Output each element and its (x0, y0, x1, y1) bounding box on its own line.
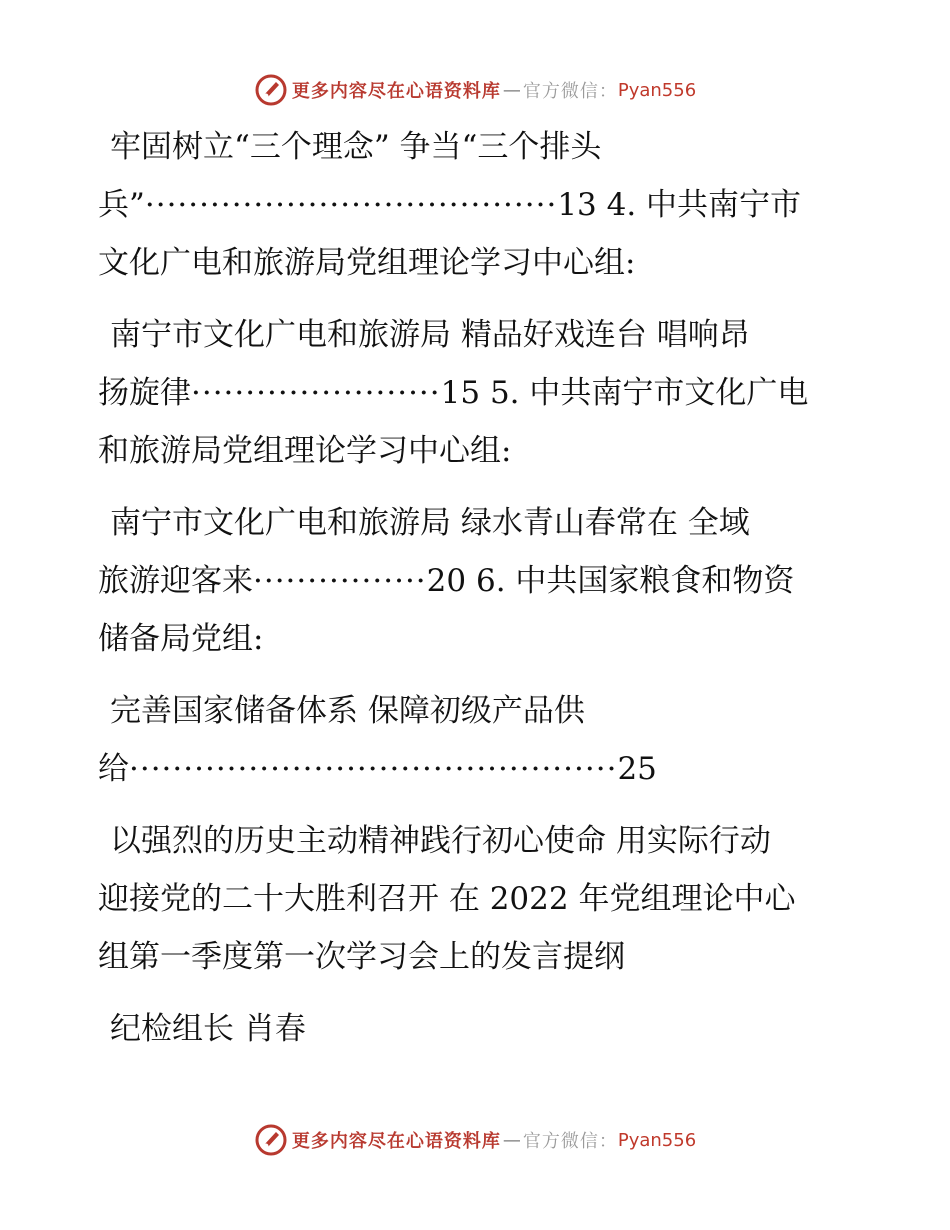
header-banner (0, 70, 950, 110)
toc-leader-dots: ······································ (144, 187, 558, 223)
document-body (98, 118, 858, 1058)
toc-entry-line (98, 552, 858, 610)
toc-entry-text: 25 (617, 751, 657, 787)
toc-entry-text: 兵” (98, 187, 145, 223)
toc-entry-text: 旅游迎客来 (98, 563, 253, 599)
toc-leader-dots: ················ (253, 563, 427, 599)
footer-banner (0, 1120, 950, 1160)
banner-title: 更多内容尽在心语资料库 (291, 1131, 501, 1152)
toc-entry-line (98, 176, 858, 234)
toc-entry-text: 13 4. 中共南宁市 (557, 187, 802, 223)
toc-entry-text: 给 (98, 751, 129, 787)
banner-separator: — (502, 79, 521, 101)
section-title: 以强烈的历史主动精神践行初心使命 用实际行动 (110, 823, 771, 859)
toc-entry-text: 15 5. 中共南宁市文化广电 (440, 375, 809, 411)
toc-entry-text: 完善国家储备体系 保障初级产品供 (110, 693, 585, 729)
banner-title: 更多内容尽在心语资料库 (291, 81, 501, 102)
toc-entry-text: 扬旋律 (98, 375, 191, 411)
banner-wechat-label: 官方微信： (522, 81, 618, 102)
banner-wechat-id: Pyan556 (617, 79, 697, 101)
toc-entry-text: 南宁市文化广电和旅游局 精品好戏连台 唱响昂 (110, 317, 750, 353)
toc-entry-text: 和旅游局党组理论学习中心组: (98, 433, 512, 469)
toc-entry-text: 文化广电和旅游局党组理论学习中心组: (98, 245, 636, 281)
toc-entry-text: 20 6. 中共国家粮食和物资 (426, 563, 795, 599)
section-title: 组第一季度第一次学习会上的发言提纲 (98, 939, 625, 975)
toc-entry-line (98, 740, 858, 798)
toc-leader-dots: ······················· (191, 375, 441, 411)
banner-wechat-id: Pyan556 (617, 1129, 697, 1151)
toc-entry-text: 储备局党组: (98, 621, 264, 657)
logo-icon (254, 1123, 288, 1157)
toc-entry-line (98, 364, 858, 422)
toc-entry-text: 牢固树立“三个理念” 争当“三个排头 (110, 129, 602, 165)
toc-leader-dots: ············································· (129, 751, 618, 787)
toc-entry-text: 南宁市文化广电和旅游局 绿水青山春常在 全域 (110, 505, 750, 541)
section-title: 迎接党的二十大胜利召开 在 2022 年党组理论中心 (98, 881, 796, 917)
banner-separator: — (502, 1129, 521, 1151)
banner-wechat-label: 官方微信： (522, 1131, 618, 1152)
author-line: 纪检组长 肖春 (110, 1011, 306, 1047)
logo-icon (254, 73, 288, 107)
